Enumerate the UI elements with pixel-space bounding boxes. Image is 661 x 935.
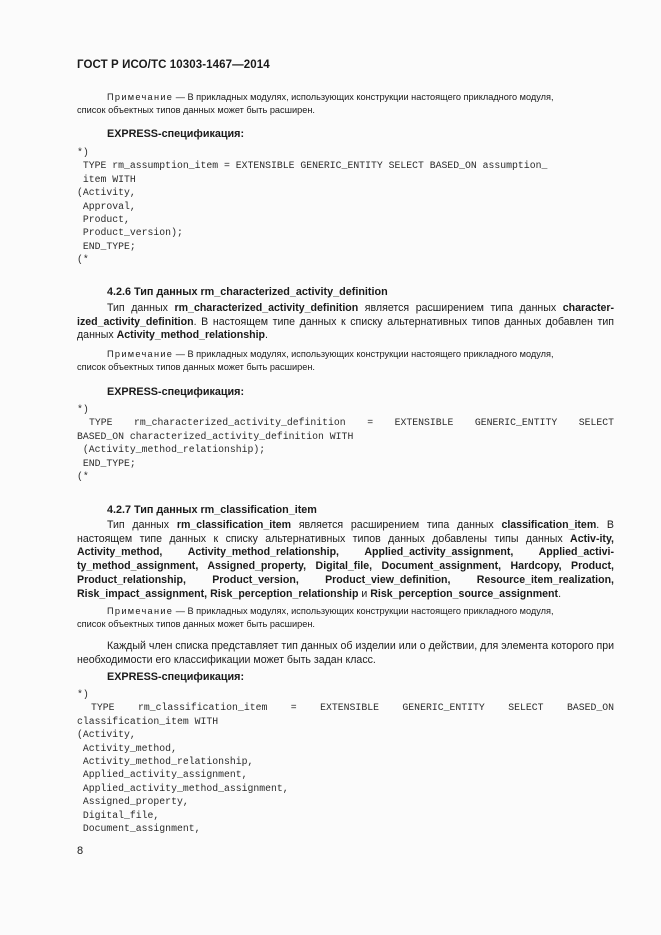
paragraph xyxy=(77,302,614,343)
text-run: . xyxy=(558,587,562,600)
note-line-2: список объектных типов данных может быть расширен. xyxy=(77,362,315,373)
text-run: . xyxy=(264,329,268,342)
code-line: END_TYPE; xyxy=(77,240,136,252)
type-name: character-ized_activity_definition xyxy=(77,302,615,328)
code-line: Applied_activity_method_assignment, xyxy=(77,782,289,794)
code-line: classification_item WITH xyxy=(77,715,219,727)
express-heading-2: EXPRESS-спецификация: xyxy=(107,386,245,398)
note-text: В прикладных модулях, использующих конструкции настоящего прикладного модуля, xyxy=(187,349,554,359)
code-block-2 xyxy=(77,403,614,483)
text-run: Тип данных xyxy=(107,519,177,531)
code-block-3 xyxy=(77,688,614,835)
type-name: Activity_method_relationship xyxy=(116,329,265,342)
document-header: ГОСТ Р ИСО/ТС 10303-1467—2014 xyxy=(77,59,270,71)
section-heading-4-2-6: 4.2.6 Тип данных rm_characterized_activity_definition xyxy=(107,286,388,298)
text-run: является расширением типа данных xyxy=(358,302,563,314)
code-line: TYPE rm_characterized_activity_definition = EXTENSIBLE GENERIC_ENTITY SELECT xyxy=(89,417,614,429)
text-run: является расширением типа данных xyxy=(291,519,502,531)
code-line: (* xyxy=(77,254,89,266)
note-label: Примечание xyxy=(107,606,174,616)
note-label: Примечание xyxy=(107,349,174,359)
type-name: Risk_perception_source_assignment xyxy=(370,587,559,600)
code-line: Assigned_property, xyxy=(77,796,189,808)
code-line: Applied_activity_assignment, xyxy=(77,769,248,781)
page-number: 8 xyxy=(77,845,84,857)
section-4-2-6-paragraph xyxy=(77,302,614,343)
text-run: . В настоящем типе данных к списку альтернативных типов данных добавлены типы данных xyxy=(77,519,615,545)
code-line: Approval, xyxy=(77,200,136,212)
note-line xyxy=(77,348,614,361)
paragraph: Каждый член списка представляет тип данных об изделии или о действии, для элемента которого при необходимости его классификации может быть задан класс. xyxy=(77,640,614,666)
note-text: В прикладных модулях, использующих конструкции настоящего прикладного модуля, xyxy=(187,92,554,102)
code-line: END_TYPE; xyxy=(77,457,136,469)
express-heading-1: EXPRESS-спецификация: xyxy=(107,128,245,140)
text-run: и xyxy=(358,587,371,600)
note-line-2: список объектных типов данных может быть расширен. xyxy=(77,619,315,630)
note-block-3 xyxy=(77,605,614,631)
code-line: Activity_method_relationship, xyxy=(77,756,254,768)
code-line: (Activity_method_relationship); xyxy=(77,444,266,456)
section-4-2-7-paragraph-1 xyxy=(77,519,614,601)
code-line: BASED_ON characterized_activity_definition WITH xyxy=(77,430,354,442)
note-dash: — xyxy=(173,92,188,102)
express-heading-3: EXPRESS-спецификация: xyxy=(107,671,245,683)
code-line: TYPE rm_assumption_item = EXTENSIBLE GENERIC_ENTITY SELECT BASED_ON assumption_ xyxy=(77,160,548,172)
type-name: classification_item xyxy=(501,519,597,531)
note-text: В прикладных модулях, использующих конструкции настоящего прикладного модуля, xyxy=(187,606,554,616)
code-line: item WITH xyxy=(77,173,136,185)
note-block-1 xyxy=(77,91,614,117)
code-line: *) xyxy=(77,689,89,700)
code-line: *) xyxy=(77,147,89,158)
code-line: (Activity, xyxy=(77,729,136,741)
type-list: Activ-ity, Activity_method, Activity_method_relationship, Applied_activity_assignment, Applied_activi-ty_method_assignment, Assigned_property, Digital_file, Document_assignment, Hardcopy, Product, Product_relationship, Product_version, Product_view_definition, Resource_item_realization, Risk_impact_assignment, Risk_perception_relationship xyxy=(77,532,614,600)
text-run: . В настоящем типе данных к списку альтернативных типов данных добавлен тип данных xyxy=(77,315,614,342)
note-line xyxy=(77,605,614,618)
note-block-2 xyxy=(77,348,614,374)
section-4-2-7-paragraph-2 xyxy=(77,640,614,667)
note-label: Примечание xyxy=(107,92,174,102)
code-line: Product_version); xyxy=(77,227,183,239)
note-line xyxy=(77,91,614,104)
code-block-1 xyxy=(77,146,547,267)
section-heading-4-2-7: 4.2.7 Тип данных rm_classification_item xyxy=(107,504,317,516)
text-run: Тип данных xyxy=(107,302,175,314)
code-line: Product, xyxy=(77,214,130,226)
code-line: Activity_method, xyxy=(77,742,177,754)
note-dash: — xyxy=(173,349,188,359)
code-line: Digital_file, xyxy=(77,809,160,821)
code-line: Document_assignment, xyxy=(77,823,201,835)
code-line: (Activity, xyxy=(77,187,136,199)
code-line: TYPE rm_classification_item = EXTENSIBLE GENERIC_ENTITY SELECT BASED_ON xyxy=(91,702,614,714)
paragraph xyxy=(77,519,614,601)
note-dash: — xyxy=(173,606,188,616)
code-line: (* xyxy=(77,471,89,483)
note-line-2: список объектных типов данных может быть расширен. xyxy=(77,105,315,116)
type-name: rm_classification_item xyxy=(176,519,292,531)
code-line: *) xyxy=(77,404,89,415)
type-name: rm_characterized_activity_definition xyxy=(174,302,359,314)
